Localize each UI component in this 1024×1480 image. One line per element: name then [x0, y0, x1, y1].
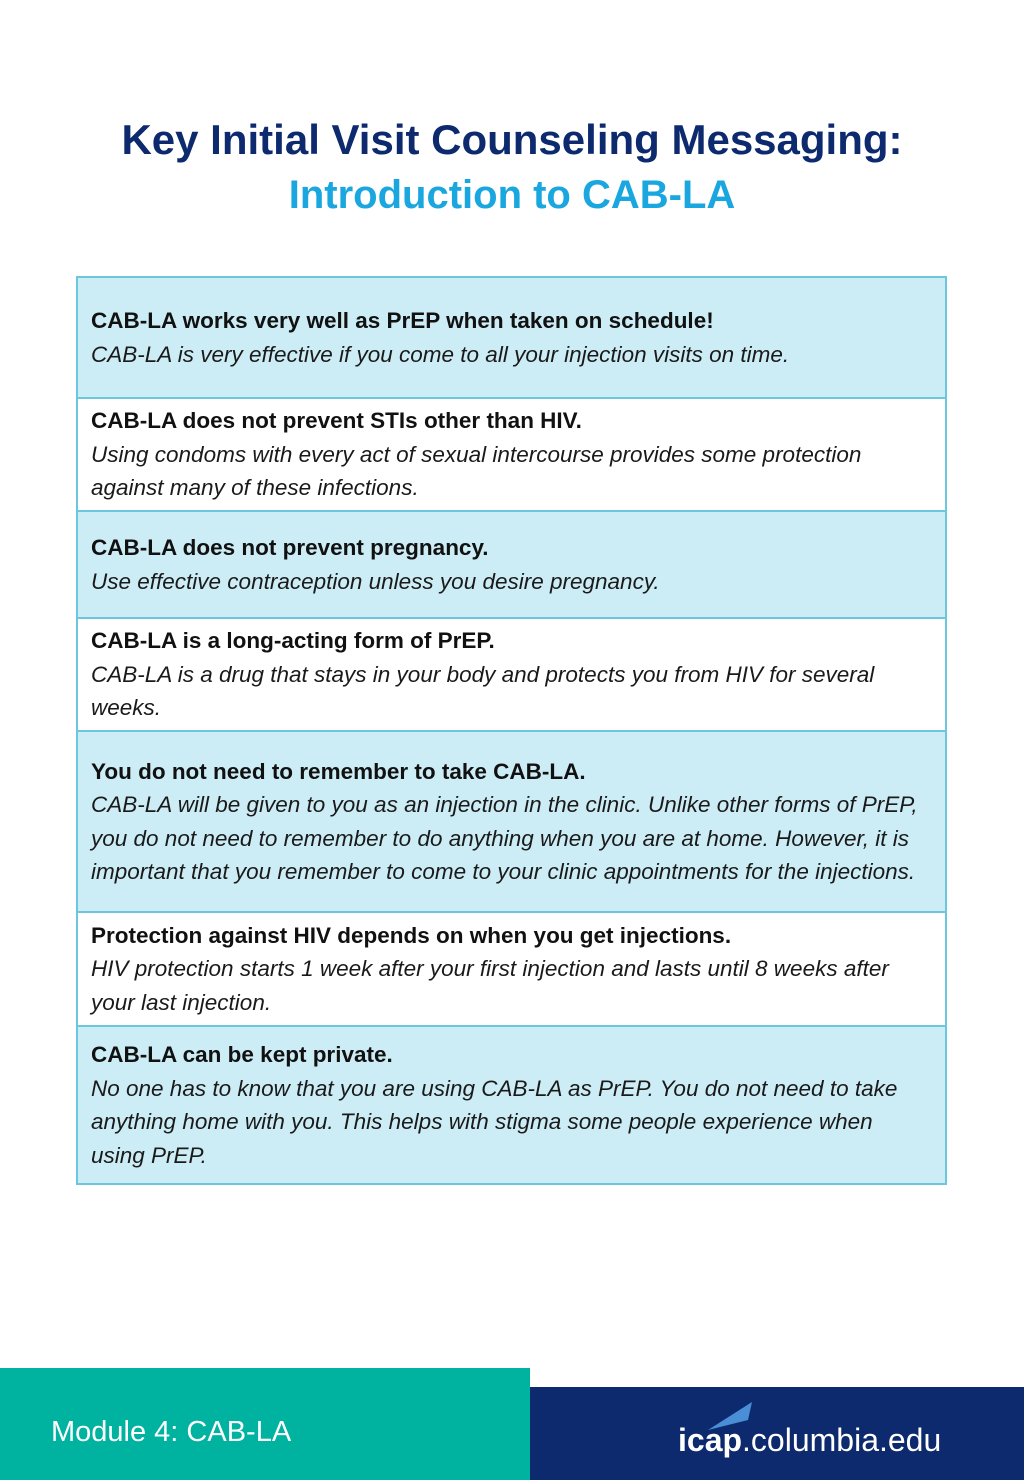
- row-heading: Protection against HIV depends on when you get injections.: [91, 922, 732, 948]
- page-title: [0, 112, 1024, 222]
- row-heading: CAB-LA can be kept private.: [91, 1042, 393, 1067]
- row-body: Using condoms with every act of sexual intercourse provides some protection against many of these infections.: [91, 441, 862, 501]
- module-label: Module 4: CAB-LA: [51, 1416, 292, 1448]
- row-heading: CAB-LA is a long-acting form of PrEP.: [91, 628, 495, 654]
- title-subtitle: Introduction to CAB-LA: [288, 173, 736, 217]
- table-row: [78, 512, 945, 619]
- row-body: CAB-LA will be given to you as an injection in the clinic. Unlike other forms of PrEP, you do not need to remember to do anything when you are at home. However, it is important that you remember to come to your clinic appointments for the injections.: [91, 792, 918, 884]
- row-heading: CAB-LA works very well as PrEP when taken on schedule!: [91, 308, 714, 333]
- row-body: CAB-LA is very effective if you come to all your injection visits on time.: [91, 341, 790, 367]
- table-row: [78, 913, 945, 1027]
- icap-logo-text: [678, 1420, 941, 1460]
- row-body: HIV protection starts 1 week after your first injection and lasts until 8 weeks after your last injection.: [91, 956, 889, 1015]
- table-row: [78, 619, 945, 732]
- icap-logo-bold: icap: [678, 1422, 743, 1458]
- row-heading: CAB-LA does not prevent pregnancy.: [91, 535, 489, 560]
- table-row: [78, 1027, 945, 1185]
- row-body: Use effective contraception unless you desire pregnancy.: [91, 568, 660, 594]
- icap-logo: [678, 1402, 978, 1472]
- row-body: CAB-LA is a drug that stays in your body and protects you from HIV for several weeks.: [91, 661, 875, 721]
- icap-logo-domain: .columbia.edu: [742, 1422, 942, 1458]
- messaging-table: [76, 276, 947, 1185]
- table-row: [78, 278, 945, 399]
- table-row: [78, 399, 945, 512]
- row-heading: CAB-LA does not prevent STIs other than HIV.: [91, 408, 582, 434]
- row-heading: You do not need to remember to take CAB-LA.: [91, 758, 586, 784]
- row-body: No one has to know that you are using CAB-LA as PrEP. You do not need to take anything home with you. This helps with stigma some people experience when using PrEP.: [91, 1075, 898, 1168]
- table-row: [78, 732, 945, 913]
- title-main: Key Initial Visit Counseling Messaging:: [121, 116, 903, 163]
